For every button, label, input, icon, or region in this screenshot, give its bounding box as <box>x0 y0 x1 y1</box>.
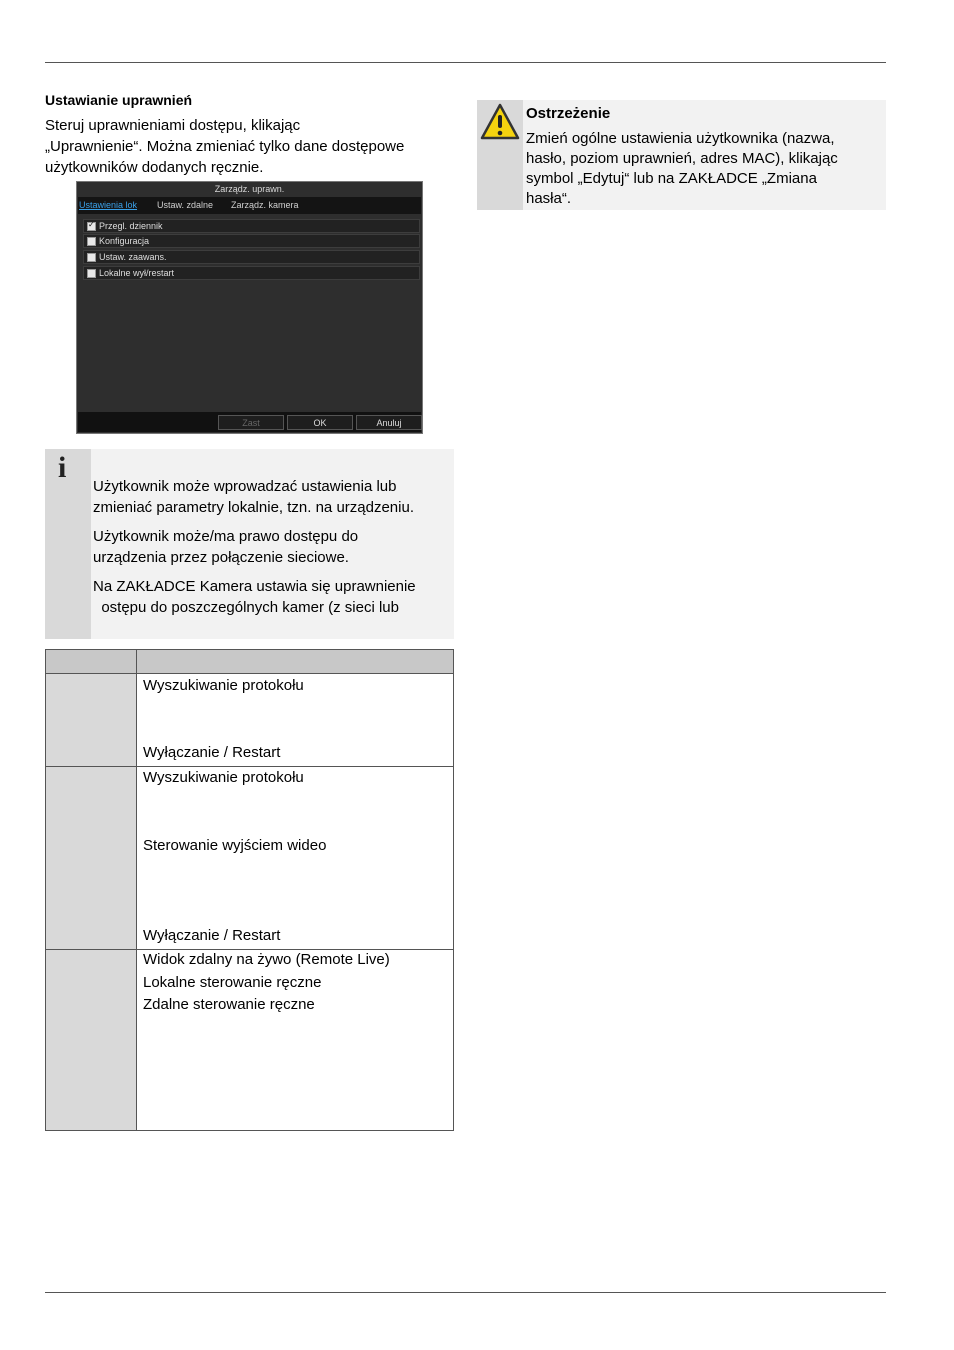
table-items-cell <box>137 767 454 950</box>
warning-line: hasło, poziom uprawnień, adres MAC), klikając <box>526 150 838 167</box>
permission-label: Konfiguracja <box>99 236 150 246</box>
checkbox-checked[interactable] <box>87 222 96 231</box>
warning-title: Ostrzeżenie <box>526 105 611 122</box>
table-header-cell <box>137 650 454 674</box>
permission-row[interactable] <box>83 234 420 248</box>
info-line: zmieniać parametry lokalnie, tzn. na urządzeniu. <box>93 499 414 516</box>
intro-line: „Uprawnienie“. Można zmieniać tylko dane dostępowe <box>45 138 405 155</box>
warning-gutter <box>477 100 523 210</box>
tab-remote-settings[interactable]: Ustaw. zdalne <box>157 200 214 210</box>
info-note <box>45 449 454 639</box>
table-item: Lokalne sterowanie ręczne <box>143 974 322 991</box>
info-line: Użytkownik może/ma prawo dostępu do <box>93 528 359 545</box>
table-items-cell <box>137 950 454 1131</box>
permissions-table <box>45 649 454 1131</box>
tab-local-settings[interactable]: Ustawienia lok <box>79 200 138 210</box>
permission-row[interactable] <box>83 219 420 233</box>
table-category-cell <box>46 674 137 767</box>
info-paragraph <box>93 576 448 618</box>
table-row <box>46 950 454 1131</box>
warning-line: hasła“. <box>526 190 572 207</box>
info-line: ostępu do poszczególnych kamer (z sieci lub <box>93 599 399 616</box>
checkbox[interactable] <box>87 269 96 278</box>
warning-triangle-icon <box>479 102 521 142</box>
info-line: urządzenia przez połączenie sieciowe. <box>93 549 349 566</box>
intro-line: Steruj uprawnieniami dostępu, klikając <box>45 117 301 134</box>
checkbox[interactable] <box>87 253 96 262</box>
dialog-title: Zarządz. uprawn. <box>214 184 285 194</box>
info-gutter <box>45 449 91 639</box>
info-icon: i <box>58 451 67 484</box>
cancel-button[interactable]: Anuluj <box>356 415 422 430</box>
permission-label: Ustaw. zaawans. <box>99 252 167 262</box>
info-line: Użytkownik może wprowadzać ustawienia lub <box>93 478 397 495</box>
top-rule <box>45 62 886 63</box>
tab-camera-management[interactable]: Zarządz. kamera <box>231 200 299 210</box>
permission-row[interactable] <box>83 250 420 264</box>
table-item: Zdalne sterowanie ręczne <box>143 996 315 1013</box>
table-item: Wyłączanie / Restart <box>143 744 281 761</box>
table-row <box>46 674 454 767</box>
warning-line: symbol „Edytuj“ lub na ZAKŁADCE „Zmiana <box>526 170 817 187</box>
section-title: Ustawianie uprawnień <box>45 92 193 108</box>
table-item: Wyszukiwanie protokołu <box>143 769 304 786</box>
table-item: Wyszukiwanie protokołu <box>143 677 304 694</box>
bottom-rule <box>45 1292 886 1293</box>
dialog-tab-bar <box>78 197 421 214</box>
table-header-cell <box>46 650 137 674</box>
permission-label: Lokalne wył/restart <box>99 268 175 278</box>
warning-text <box>526 129 881 209</box>
dialog-footer <box>78 412 421 432</box>
info-paragraph <box>93 476 448 518</box>
table-item: Sterowanie wyjściem wideo <box>143 837 327 854</box>
warning-line: Zmień ogólne ustawienia użytkownika (nazwa, <box>526 130 835 147</box>
permission-row[interactable] <box>83 266 420 280</box>
ok-button[interactable]: OK <box>287 415 353 430</box>
intro-line: użytkowników dodanych ręcznie. <box>45 159 264 176</box>
table-row <box>46 767 454 950</box>
table-header-row <box>46 650 454 674</box>
checkbox[interactable] <box>87 237 96 246</box>
warning-note <box>477 100 886 210</box>
permission-label: Przegl. dziennik <box>99 221 163 231</box>
info-line: Na ZAKŁADCE Kamera ustawia się uprawnienie <box>93 578 416 595</box>
table-category-cell <box>46 950 137 1131</box>
table-category-cell <box>46 767 137 950</box>
table-item: Wyłączanie / Restart <box>143 927 281 944</box>
table-items-cell <box>137 674 454 767</box>
intro-paragraph <box>45 115 445 178</box>
table-item: Widok zdalny na żywo (Remote Live) <box>143 951 390 968</box>
apply-button[interactable]: Zast <box>218 415 284 430</box>
info-text <box>93 476 448 626</box>
info-paragraph <box>93 526 448 568</box>
permissions-dialog-screenshot <box>76 181 423 434</box>
